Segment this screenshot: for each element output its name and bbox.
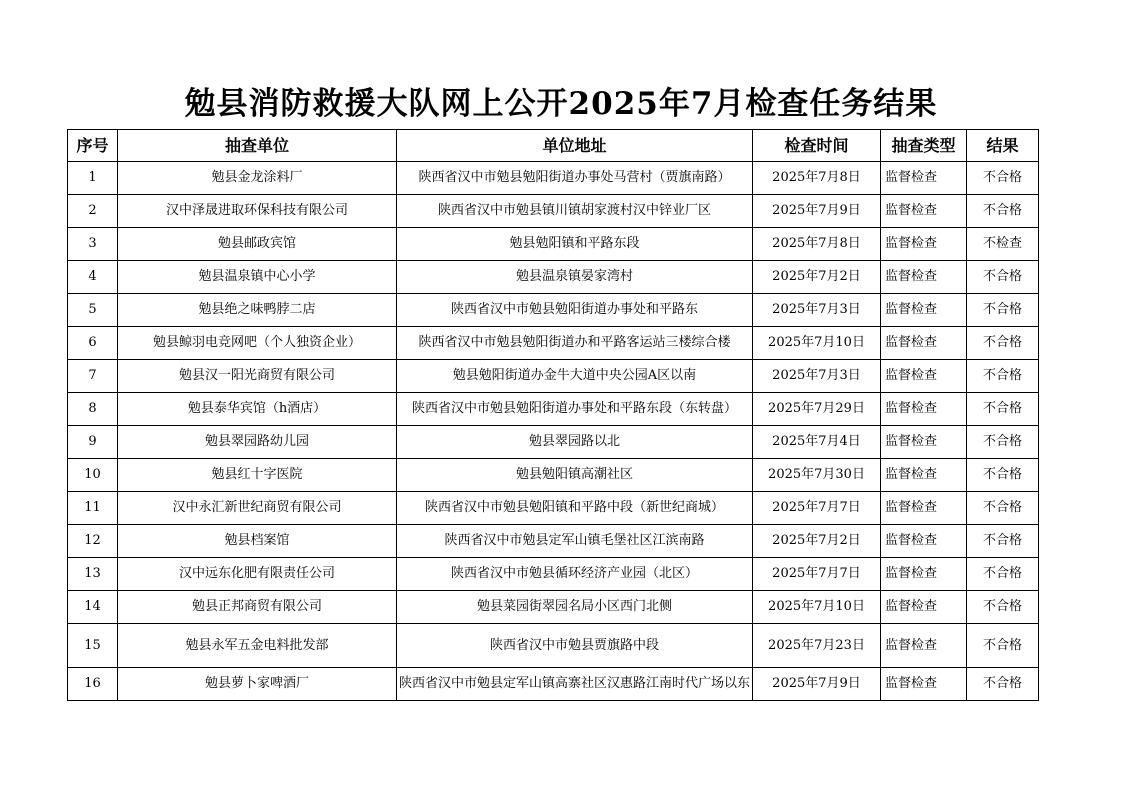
cell-date: 2025年7月8日 [753,228,881,261]
cell-result: 不合格 [967,668,1039,701]
page-title: 勉县消防救援大队网上公开2025年7月检查任务结果 [184,86,938,122]
table-header-row [68,130,1039,162]
cell-unit: 勉县邮政宾馆 [118,228,397,261]
cell-date: 2025年7月30日 [753,459,881,492]
table-row [68,426,1039,459]
cell-address: 勉县勉阳镇高潮社区 [397,459,753,492]
table-row [68,294,1039,327]
cell-result: 不合格 [967,360,1039,393]
cell-unit: 勉县永军五金电料批发部 [118,624,397,668]
cell-type: 监督检查 [881,195,967,228]
cell-address: 勉县温泉镇晏家湾村 [397,261,753,294]
cell-no: 14 [68,591,118,624]
cell-type: 监督检查 [881,525,967,558]
cell-unit: 勉县金龙涂料厂 [118,162,397,195]
cell-no: 2 [68,195,118,228]
cell-date: 2025年7月29日 [753,393,881,426]
cell-result: 不合格 [967,195,1039,228]
table-row [68,360,1039,393]
cell-unit: 汉中泽晟进取环保科技有限公司 [118,195,397,228]
table-row [68,558,1039,591]
cell-no: 4 [68,261,118,294]
cell-type: 监督检查 [881,360,967,393]
cell-date: 2025年7月23日 [753,624,881,668]
cell-unit: 勉县正邦商贸有限公司 [118,591,397,624]
cell-address: 勉县勉阳镇和平路东段 [397,228,753,261]
cell-type: 监督检查 [881,558,967,591]
cell-result: 不合格 [967,558,1039,591]
cell-result: 不合格 [967,261,1039,294]
table-row [68,228,1039,261]
header-no: 序号 [68,130,118,162]
cell-no: 13 [68,558,118,591]
cell-date: 2025年7月8日 [753,162,881,195]
table-row [68,591,1039,624]
cell-date: 2025年7月7日 [753,558,881,591]
cell-address: 陕西省汉中市勉县定军山镇高寨社区汉惠路江南时代广场以东 [397,668,753,701]
cell-no: 1 [68,162,118,195]
inspection-results-table [67,129,1039,701]
cell-type: 监督检查 [881,261,967,294]
cell-address: 陕西省汉中市勉县勉阳街道办事处马营村（贾旗南路） [397,162,753,195]
cell-type: 监督检查 [881,327,967,360]
cell-unit: 勉县绝之味鸭脖二店 [118,294,397,327]
cell-result: 不合格 [967,162,1039,195]
cell-address: 勉县勉阳街道办金牛大道中央公园A区以南 [397,360,753,393]
cell-type: 监督检查 [881,426,967,459]
cell-unit: 勉县汉一阳光商贸有限公司 [118,360,397,393]
cell-result: 不合格 [967,624,1039,668]
cell-result: 不合格 [967,327,1039,360]
cell-address: 陕西省汉中市勉县勉阳街道办事处和平路东段（东转盘） [397,393,753,426]
cell-type: 监督检查 [881,459,967,492]
table-row [68,624,1039,668]
cell-unit: 勉县档案馆 [118,525,397,558]
cell-type: 监督检查 [881,228,967,261]
cell-unit: 勉县红十字医院 [118,459,397,492]
cell-address: 陕西省汉中市勉县勉阳街道办事处和平路东 [397,294,753,327]
cell-no: 8 [68,393,118,426]
header-address: 单位地址 [397,130,753,162]
cell-date: 2025年7月7日 [753,492,881,525]
cell-result: 不合格 [967,591,1039,624]
cell-type: 监督检查 [881,294,967,327]
table-row [68,459,1039,492]
cell-result: 不合格 [967,393,1039,426]
cell-no: 11 [68,492,118,525]
table-row [68,492,1039,525]
cell-unit: 勉县萝卜家啤酒厂 [118,668,397,701]
table-row [68,327,1039,360]
cell-address: 陕西省汉中市勉县勉阳镇和平路中段（新世纪商城） [397,492,753,525]
header-type: 抽查类型 [881,130,967,162]
cell-address: 陕西省汉中市勉县勉阳街道办和平路客运站三楼综合楼 [397,327,753,360]
cell-date: 2025年7月2日 [753,261,881,294]
cell-unit: 勉县翠园路幼儿园 [118,426,397,459]
cell-type: 监督检查 [881,624,967,668]
cell-no: 12 [68,525,118,558]
cell-date: 2025年7月3日 [753,360,881,393]
header-unit: 抽查单位 [118,130,397,162]
cell-unit: 勉县温泉镇中心小学 [118,261,397,294]
cell-date: 2025年7月4日 [753,426,881,459]
cell-no: 3 [68,228,118,261]
cell-unit: 汉中远东化肥有限责任公司 [118,558,397,591]
cell-result: 不合格 [967,426,1039,459]
cell-date: 2025年7月9日 [753,668,881,701]
cell-no: 16 [68,668,118,701]
cell-address: 陕西省汉中市勉县定军山镇毛堡社区江滨南路 [397,525,753,558]
cell-address: 陕西省汉中市勉县循环经济产业园（北区） [397,558,753,591]
cell-type: 监督检查 [881,591,967,624]
table-row [68,668,1039,701]
cell-result: 不合格 [967,294,1039,327]
cell-no: 10 [68,459,118,492]
header-date: 检查时间 [753,130,881,162]
table-row [68,393,1039,426]
header-result: 结果 [967,130,1039,162]
cell-unit: 勉县鲸羽电竞网吧（个人独资企业） [118,327,397,360]
cell-date: 2025年7月10日 [753,591,881,624]
cell-date: 2025年7月3日 [753,294,881,327]
cell-type: 监督检查 [881,393,967,426]
cell-no: 15 [68,624,118,668]
cell-address: 勉县翠园路以北 [397,426,753,459]
table-row [68,525,1039,558]
cell-no: 9 [68,426,118,459]
cell-type: 监督检查 [881,492,967,525]
cell-no: 5 [68,294,118,327]
table-row [68,195,1039,228]
cell-date: 2025年7月9日 [753,195,881,228]
table-row [68,261,1039,294]
cell-unit: 勉县泰华宾馆（h酒店） [118,393,397,426]
cell-date: 2025年7月10日 [753,327,881,360]
cell-date: 2025年7月2日 [753,525,881,558]
cell-address: 勉县菜园街翠园名局小区西门北侧 [397,591,753,624]
cell-result: 不合格 [967,525,1039,558]
cell-result: 不合格 [967,459,1039,492]
cell-address: 陕西省汉中市勉县镇川镇胡家渡村汉中锌业厂区 [397,195,753,228]
cell-no: 6 [68,327,118,360]
cell-type: 监督检查 [881,668,967,701]
cell-no: 7 [68,360,118,393]
cell-address: 陕西省汉中市勉县贾旗路中段 [397,624,753,668]
cell-unit: 汉中永汇新世纪商贸有限公司 [118,492,397,525]
cell-result: 不检查 [967,228,1039,261]
cell-result: 不合格 [967,492,1039,525]
table-row [68,162,1039,195]
cell-type: 监督检查 [881,162,967,195]
